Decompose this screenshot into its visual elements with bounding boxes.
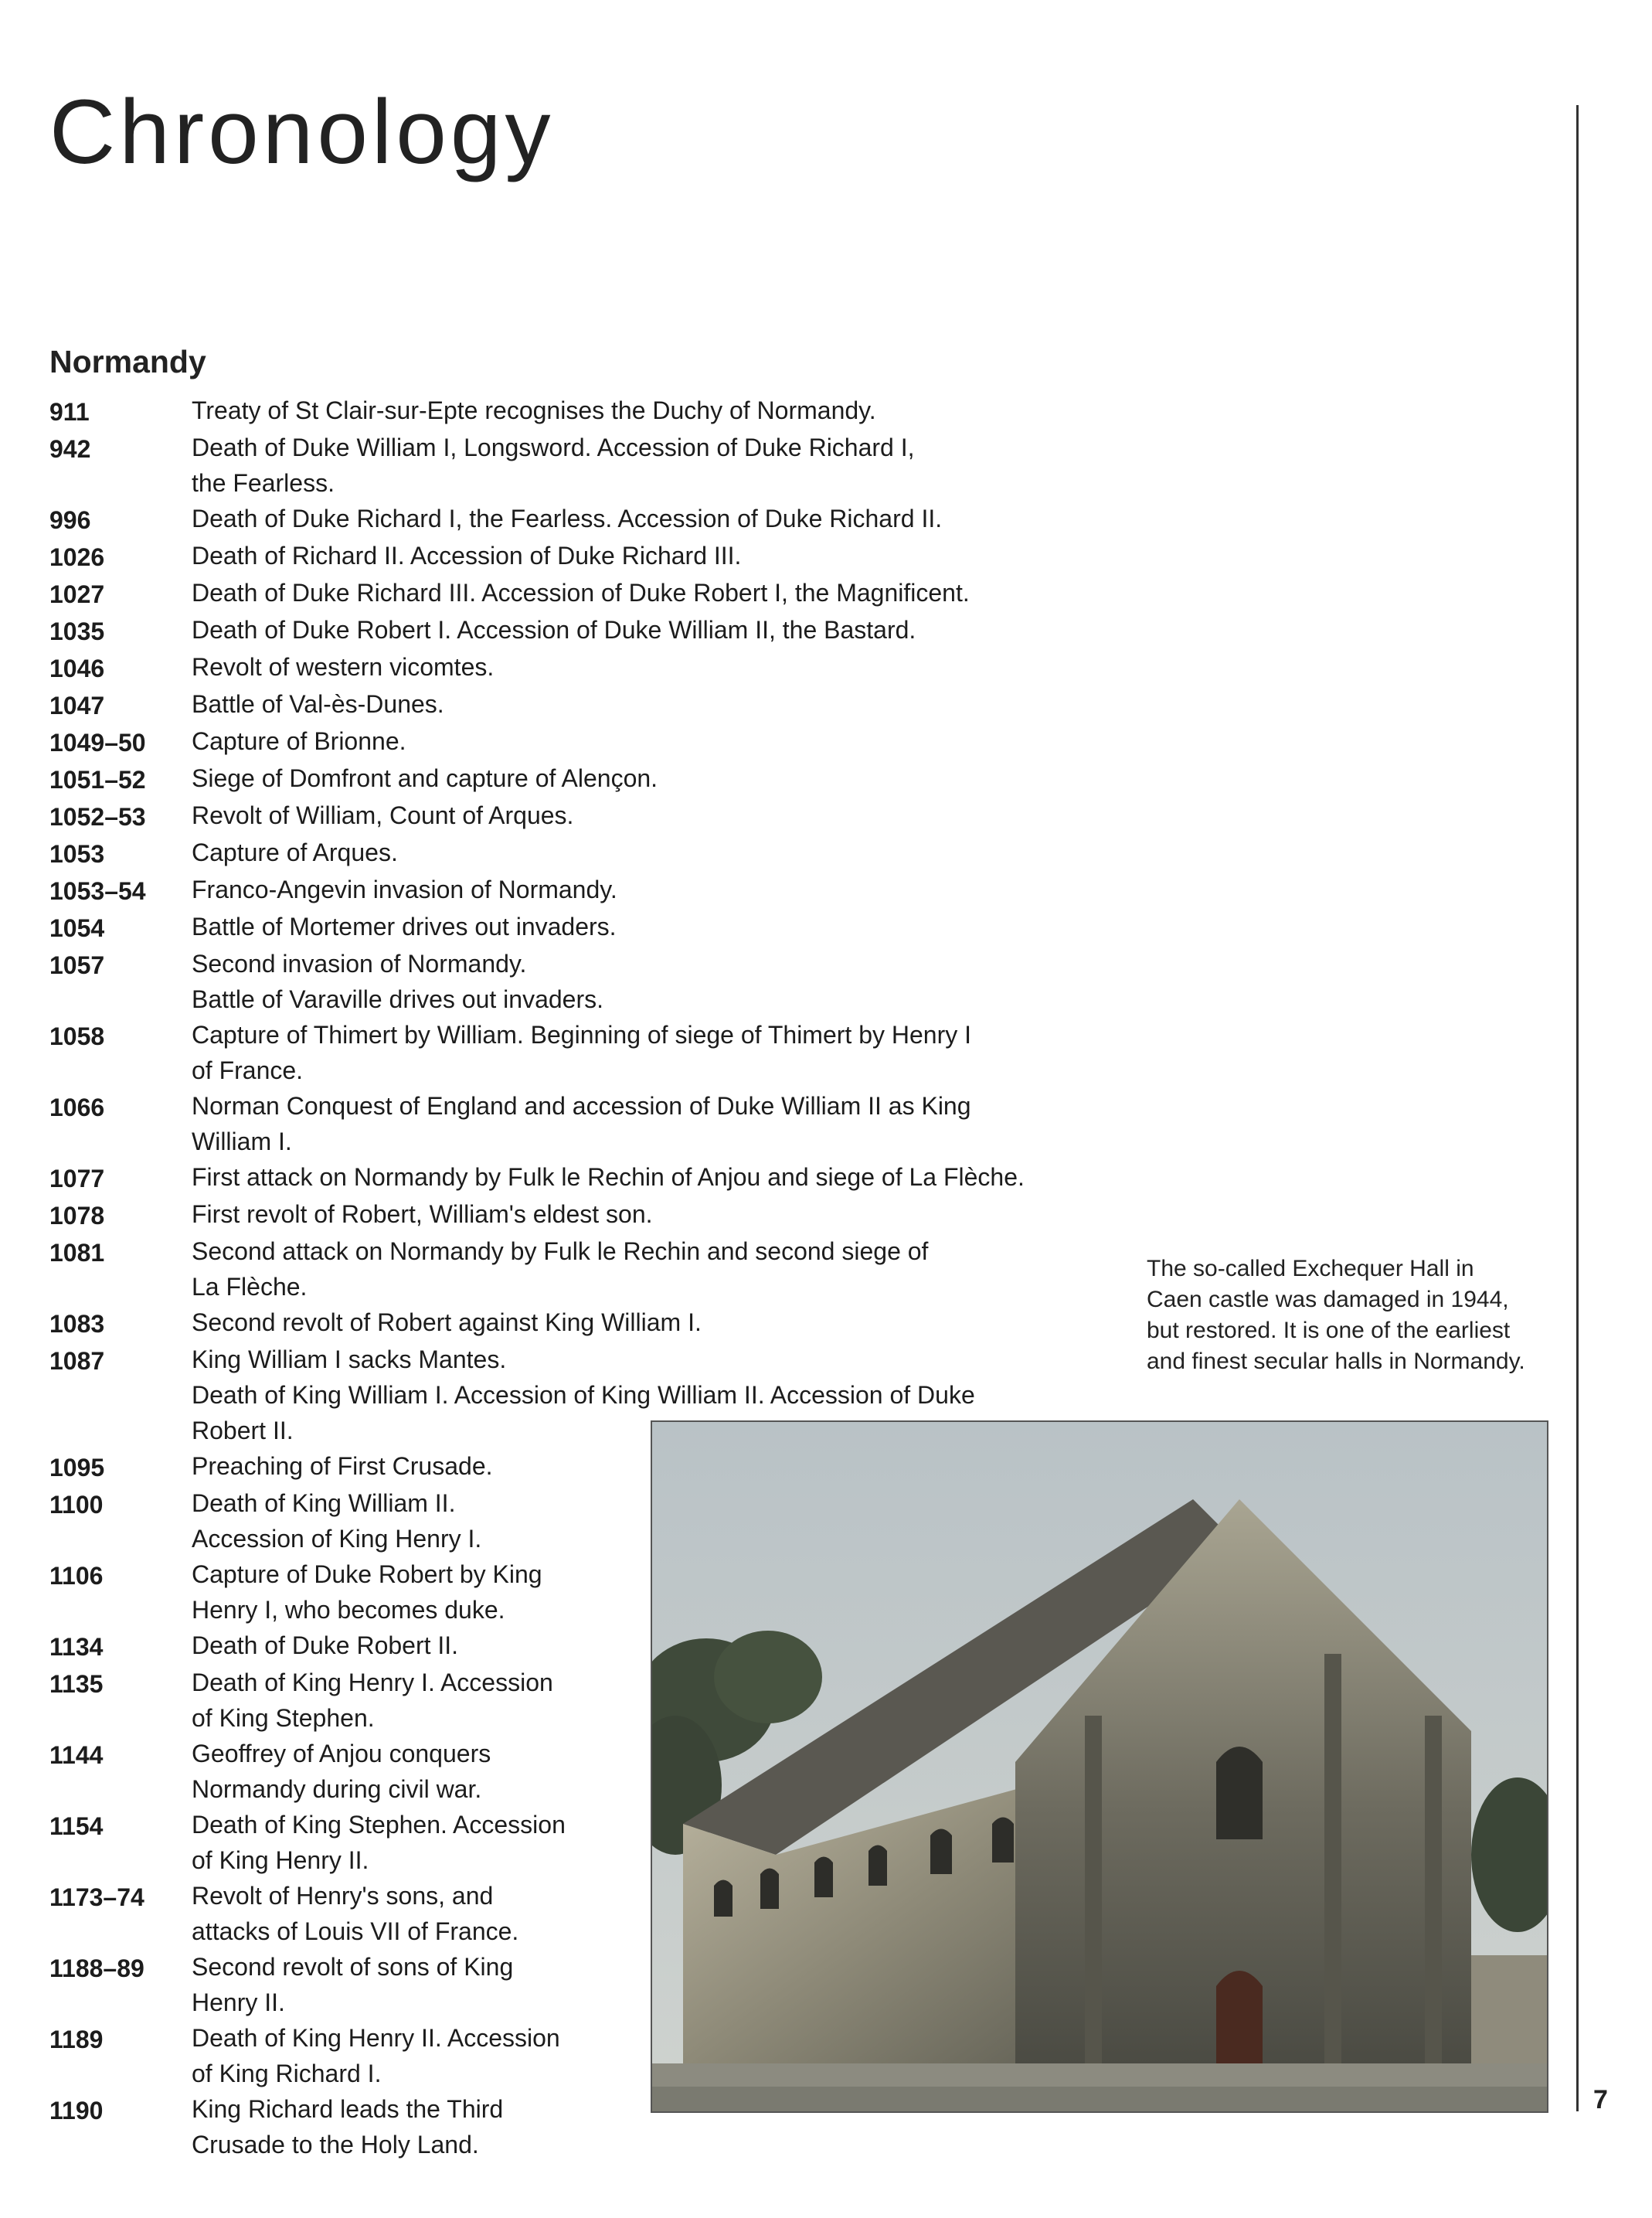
- entry-text-line: Norman Conquest of England and accession of Duke William II as King: [192, 1092, 971, 1120]
- entry-text-line: First revolt of Robert, William's eldest son.: [192, 1200, 653, 1228]
- entry-text: [192, 538, 741, 575]
- entry-text-line: King Richard leads the Third: [192, 2095, 504, 2123]
- entry-year: 1087: [49, 1347, 105, 1375]
- entry-year: 1154: [49, 1812, 104, 1840]
- entry-text-line: First attack on Normandy by Fulk le Rechin of Anjou and siege of La Flèche.: [192, 1163, 1025, 1191]
- chronology-entry: [49, 835, 1025, 872]
- chronology-entry: [49, 393, 1025, 430]
- entry-text-line: Death of Duke William I, Longsword. Accession of Duke Richard I,: [192, 434, 915, 461]
- entry-text: [192, 1628, 458, 1665]
- entry-text-line: Treaty of St Clair-sur-Epte recognises the Duchy of Normandy.: [192, 396, 876, 424]
- entry-text: [192, 1878, 518, 1949]
- entry-text-line: Capture of Thimert by William. Beginning of siege of Thimert by Henry I: [192, 1021, 972, 1049]
- entry-year: 1057: [49, 951, 105, 979]
- entry-text: [192, 612, 916, 649]
- entry-text-line: Capture of Duke Robert by King: [192, 1560, 542, 1588]
- section-heading: Normandy: [49, 344, 206, 379]
- entry-text: [192, 798, 573, 835]
- caption-line: but restored. It is one of the earliest: [1147, 1318, 1511, 1343]
- entry-text-line: of King Henry II.: [192, 1846, 369, 1874]
- entry-text-line: La Flèche.: [192, 1273, 308, 1301]
- entry-text-line: Robert II.: [192, 1417, 294, 1444]
- entry-text-line: Normandy during civil war.: [192, 1775, 482, 1803]
- chronology-entry: [49, 1159, 1025, 1196]
- entry-text-line: Franco-Angevin invasion of Normandy.: [192, 876, 617, 903]
- entry-text: [192, 872, 617, 909]
- entry-text: [192, 2020, 560, 2091]
- entry-text: [192, 430, 915, 501]
- entry-year: 1053: [49, 840, 105, 868]
- entry-year: 1190: [49, 2097, 104, 2124]
- entry-year: 1051–52: [49, 766, 146, 794]
- entry-text-line: Second revolt of Robert against King William I.: [192, 1308, 702, 1336]
- entry-text: [192, 1159, 1025, 1196]
- entry-year: 1106: [49, 1562, 104, 1590]
- entry-year: 1135: [49, 1670, 104, 1698]
- entry-text-line: King William I sacks Mantes.: [192, 1345, 507, 1373]
- entry-text: [192, 1448, 493, 1485]
- entry-text: [192, 2091, 503, 2162]
- chronology-entry: [49, 909, 1025, 946]
- chronology-entry: [49, 649, 1025, 686]
- entry-text-line: attacks of Louis VII of France.: [192, 1917, 519, 1945]
- chronology-entry: [49, 760, 1025, 798]
- entry-text-line: Death of King Henry II. Accession: [192, 2024, 560, 2052]
- entry-text: [192, 1949, 513, 2020]
- entry-text: [192, 1233, 928, 1305]
- entry-text-line: Death of King Henry I. Accession: [192, 1669, 553, 1696]
- chronology-entry: [49, 430, 1025, 501]
- entry-text-line: Second attack on Normandy by Fulk le Rechin and second siege of: [192, 1237, 929, 1265]
- entry-text-line: Revolt of Henry's sons, and: [192, 1882, 494, 1910]
- chronology-entry: [49, 501, 1025, 538]
- entry-year: 1144: [49, 1741, 104, 1769]
- entry-text-line: Death of Richard II. Accession of Duke Richard III.: [192, 542, 742, 570]
- entry-text-line: Revolt of western vicomtes.: [192, 653, 495, 681]
- entry-text: [192, 1556, 542, 1628]
- entry-year: 1058: [49, 1022, 105, 1050]
- entry-text: [192, 723, 406, 760]
- entry-text: [192, 1017, 971, 1088]
- entry-year: 1100: [49, 1491, 104, 1519]
- chronology-entry: [49, 1233, 1025, 1305]
- entry-year: 1047: [49, 692, 105, 719]
- entry-text-line: Geoffrey of Anjou conquers: [192, 1740, 491, 1767]
- entry-year: 1095: [49, 1454, 105, 1482]
- entry-text: [192, 1088, 971, 1159]
- entry-year: 1188–89: [49, 1954, 144, 1982]
- entry-year: 1077: [49, 1165, 105, 1192]
- chronology-entry: [49, 946, 1025, 1017]
- entry-year: 1134: [49, 1633, 104, 1661]
- entry-text-line: Battle of Val-ès-Dunes.: [192, 690, 444, 718]
- page-title: Chronology: [49, 81, 555, 183]
- entry-year: 1078: [49, 1202, 105, 1230]
- entry-text: [192, 1736, 491, 1807]
- chronology-entry: [49, 1196, 1025, 1233]
- entry-text-line: Henry I, who becomes duke.: [192, 1596, 505, 1624]
- entry-year: 911: [49, 398, 90, 426]
- chronology-entry: [49, 1017, 1025, 1088]
- entry-text: [192, 1485, 481, 1556]
- caption-line: and finest secular halls in Normandy.: [1147, 1349, 1525, 1374]
- caption-line: The so-called Exchequer Hall in: [1147, 1256, 1474, 1281]
- entry-text-line: Capture of Arques.: [192, 839, 398, 866]
- entry-year: 1066: [49, 1094, 105, 1121]
- entry-year: 1046: [49, 655, 105, 682]
- entry-year: 942: [49, 435, 91, 463]
- page-number: 7: [1593, 2085, 1608, 2114]
- entry-text-line: Death of King William II.: [192, 1489, 456, 1517]
- chronology-entry: [49, 686, 1025, 723]
- entry-text: [192, 909, 617, 946]
- entry-text: [192, 686, 444, 723]
- entry-text-line: Capture of Brionne.: [192, 727, 406, 755]
- entry-text-line: Battle of Mortemer drives out invaders.: [192, 913, 617, 941]
- entry-text-line: Accession of King Henry I.: [192, 1525, 482, 1553]
- entry-text-line: of King Richard I.: [192, 2060, 382, 2087]
- exchequer-hall-photo: [651, 1420, 1548, 2113]
- entry-year: 996: [49, 506, 91, 534]
- entry-text: [192, 1665, 553, 1736]
- chronology-entry: [49, 872, 1025, 909]
- chronology-entry: [49, 798, 1025, 835]
- entry-year: 1083: [49, 1310, 105, 1338]
- entry-text: [192, 835, 398, 872]
- entry-text-line: Revolt of William, Count of Arques.: [192, 801, 574, 829]
- entry-text-line: of France.: [192, 1056, 304, 1084]
- entry-text-line: of King Stephen.: [192, 1704, 375, 1732]
- entry-text: [192, 1305, 702, 1342]
- chronology-entry: [49, 575, 1025, 612]
- entry-year: 1027: [49, 580, 105, 608]
- entry-text: [192, 946, 603, 1017]
- entry-text-line: Death of Duke Robert II.: [192, 1631, 459, 1659]
- entry-text: [192, 575, 970, 612]
- entry-year: 1053–54: [49, 877, 146, 905]
- entry-year: 1026: [49, 543, 105, 571]
- entry-text: [192, 649, 494, 686]
- entry-text-line: William I.: [192, 1128, 292, 1155]
- chronology-entry: [49, 1088, 1025, 1159]
- entry-text: [192, 501, 942, 538]
- entry-text-line: Battle of Varaville drives out invaders.: [192, 985, 603, 1013]
- chronology-entry: [49, 538, 1025, 575]
- entry-text-line: Siege of Domfront and capture of Alençon.: [192, 764, 658, 792]
- entry-year: 1035: [49, 617, 105, 645]
- entry-text-line: Death of Duke Robert I. Accession of Duke William II, the Bastard.: [192, 616, 916, 644]
- entry-text: [192, 1196, 653, 1233]
- entry-text-line: Second revolt of sons of King: [192, 1953, 514, 1981]
- entry-text: [192, 393, 876, 430]
- entry-text-line: Death of Duke Richard III. Accession of Duke Robert I, the Magnificent.: [192, 579, 970, 607]
- entry-text: [192, 760, 658, 798]
- entry-year: 1052–53: [49, 803, 146, 831]
- entry-year: 1049–50: [49, 729, 146, 757]
- entry-text-line: Preaching of First Crusade.: [192, 1452, 493, 1480]
- entry-text-line: the Fearless.: [192, 469, 335, 497]
- chronology-entry: [49, 723, 1025, 760]
- margin-rule: [1576, 105, 1579, 2111]
- entry-text-line: Second invasion of Normandy.: [192, 950, 527, 978]
- entry-text-line: Death of King Stephen. Accession: [192, 1811, 566, 1839]
- chronology-entry: [49, 1305, 1025, 1342]
- caption-line: Caen castle was damaged in 1944,: [1147, 1287, 1509, 1312]
- entry-year: 1054: [49, 914, 105, 942]
- chronology-entry: [49, 612, 1025, 649]
- entry-text: [192, 1807, 566, 1878]
- entry-text-line: Henry II.: [192, 1988, 285, 2016]
- entry-text-line: Crusade to the Holy Land.: [192, 2131, 479, 2158]
- entry-year: 1081: [49, 1239, 105, 1267]
- entry-text-line: Death of Duke Richard I, the Fearless. Accession of Duke Richard II.: [192, 505, 943, 532]
- entry-year: 1173–74: [49, 1883, 144, 1911]
- entry-text-line: Death of King William I. Accession of King William II. Accession of Duke: [192, 1381, 975, 1409]
- photo-caption: [1147, 1254, 1525, 1377]
- entry-year: 1189: [49, 2026, 104, 2053]
